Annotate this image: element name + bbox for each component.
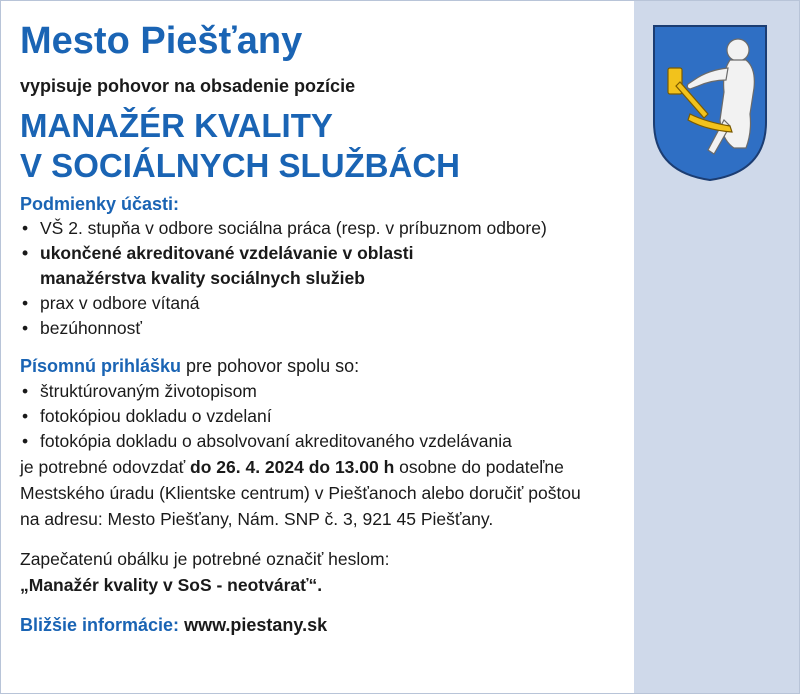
conditions-title: Podmienky účasti: bbox=[20, 194, 180, 214]
poster-content bbox=[20, 18, 760, 638]
application-title-rest: pre pohovor spolu so: bbox=[181, 356, 360, 376]
deadline-pre: je potrebné odovzdať bbox=[20, 457, 191, 477]
list-item: • štruktúrovaným životopisom bbox=[20, 379, 760, 404]
office-text: Mestského úradu (Klientske centrum) v Piešťanoch alebo doručiť poštou bbox=[20, 483, 581, 503]
list-item-line2: manažérstva kvality sociálnych služieb bbox=[40, 268, 365, 288]
list-item: • fotokópiou dokladu o vzdelaní bbox=[20, 404, 760, 429]
envelope-slogan: „Manažér kvality v SoS - neotvárať“. bbox=[20, 575, 323, 595]
footer-label: Bližšie informácie: bbox=[20, 615, 180, 635]
list-item: • VŠ 2. stupňa v odbore sociálna práca (resp. v príbuznom odbore) bbox=[20, 216, 760, 241]
list-item: • fotokópia dokladu o absolvovaní akreditovaného vzdelávania bbox=[20, 429, 760, 454]
announcement-subtitle: vypisuje pohovor na obsadenie pozície bbox=[20, 76, 356, 96]
envelope-text: Zapečatenú obálku je potrebné označiť heslom: bbox=[20, 549, 390, 569]
application-list bbox=[20, 379, 760, 454]
address-text: na adresu: Mesto Piešťany, Nám. SNP č. 3, 921 45 Piešťany. bbox=[20, 509, 494, 529]
deadline-date: do 26. 4. 2024 do 13.00 h bbox=[190, 457, 395, 477]
application-title: Písomnú prihlášku bbox=[20, 356, 182, 376]
footer-url[interactable]: www.piestany.sk bbox=[184, 615, 328, 635]
deadline-text bbox=[20, 454, 760, 480]
deadline-post: osobne do podateľne bbox=[394, 457, 564, 477]
position-title-line2: V SOCIÁLNYCH SLUŽBÁCH bbox=[20, 147, 461, 184]
position-title bbox=[20, 106, 760, 186]
list-item: • prax v odbore vítaná bbox=[20, 291, 760, 316]
footer bbox=[20, 612, 760, 638]
list-item bbox=[20, 241, 760, 291]
list-item-line1: • ukončené akreditované vzdelávanie v oblasti bbox=[40, 243, 414, 263]
application-heading bbox=[20, 353, 760, 379]
position-title-line1: MANAŽÉR KVALITY bbox=[20, 107, 333, 144]
list-item: • bezúhonnosť bbox=[20, 316, 760, 341]
city-title: Mesto Piešťany bbox=[20, 20, 303, 62]
conditions-list bbox=[20, 216, 760, 341]
